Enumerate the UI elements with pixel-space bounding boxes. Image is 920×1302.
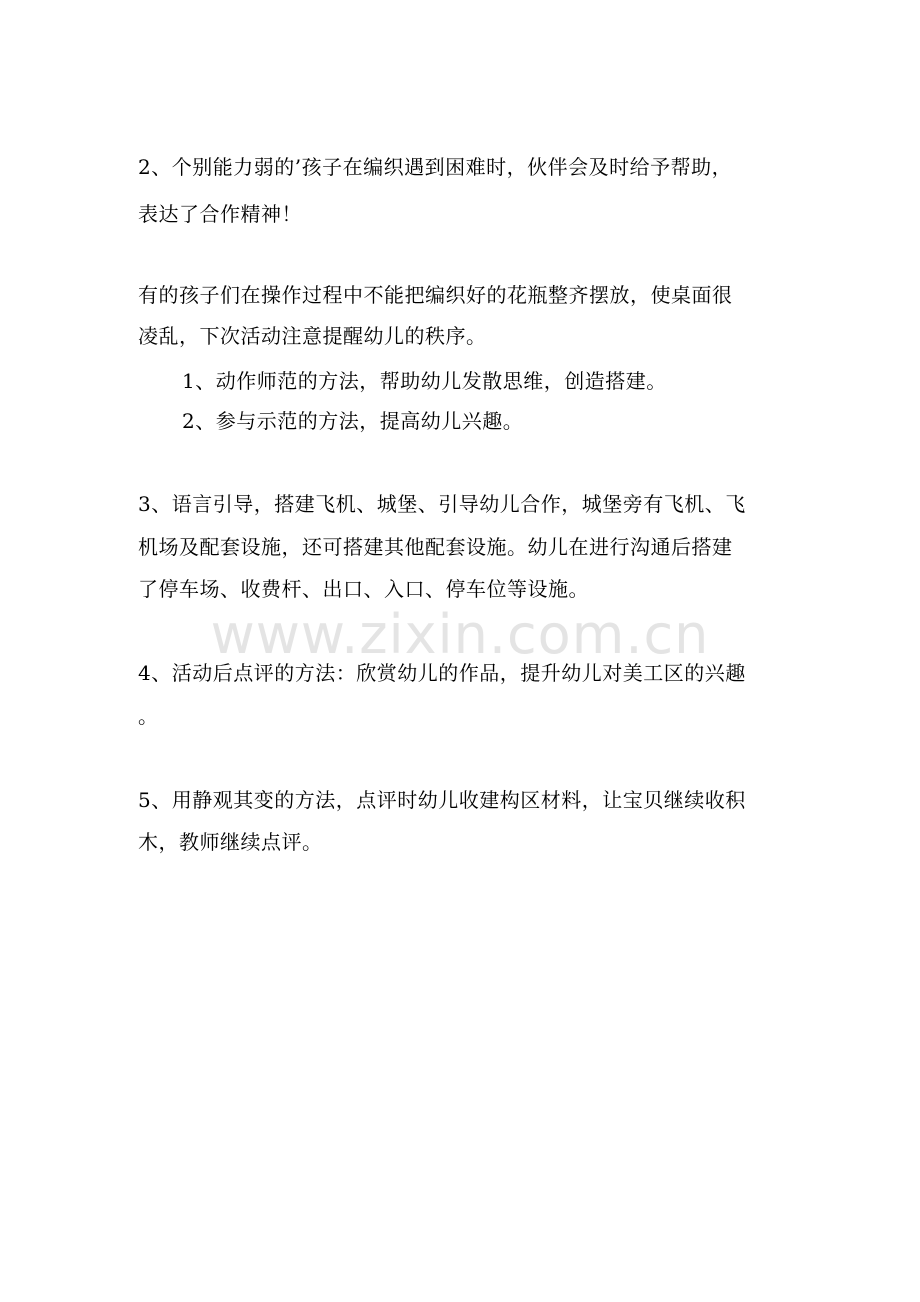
- paragraph-5-line-2: 木，教师继续点评。: [138, 830, 323, 854]
- paragraph-2-line-2: 表达了合作精神！: [138, 202, 302, 226]
- paragraph-4-line-2: 。: [138, 704, 159, 728]
- paragraph-3-line-1: 3、语言引导，搭建飞机、城堡、引导幼儿合作，城堡旁有飞机、飞: [138, 492, 746, 516]
- paragraph-observation-line-2: 凌乱，下次活动注意提醒幼儿的秩序。: [138, 324, 487, 348]
- paragraph-4-line-1: 4、活动后点评的方法：欣赏幼儿的作品，提升幼儿对美工区的兴趣: [138, 661, 746, 685]
- paragraph-2-line-1: 2、个别能力弱的’孩子在编织遇到困难时，伙伴会及时给予帮助，: [138, 155, 733, 179]
- watermark-text: www.zixin.com.cn: [210, 603, 710, 666]
- method-item-2: 2、参与示范的方法，提高幼儿兴趣。: [182, 409, 524, 433]
- paragraph-3-line-2: 机场及配套设施，还可搭建其他配套设施。幼儿在进行沟通后搭建: [138, 535, 733, 559]
- paragraph-observation-line-1: 有的孩子们在操作过程中不能把编织好的花瓶整齐摆放，使桌面很: [138, 283, 733, 307]
- paragraph-3-line-3: 了停车场、收费杆、出口、入口、停车位等设施。: [138, 577, 589, 601]
- paragraph-5-line-1: 5、用静观其变的方法，点评时幼儿收建构区材料，让宝贝继续收积: [138, 788, 746, 812]
- method-item-1: 1、动作师范的方法，帮助幼儿发散思维，创造搭建。: [182, 369, 667, 393]
